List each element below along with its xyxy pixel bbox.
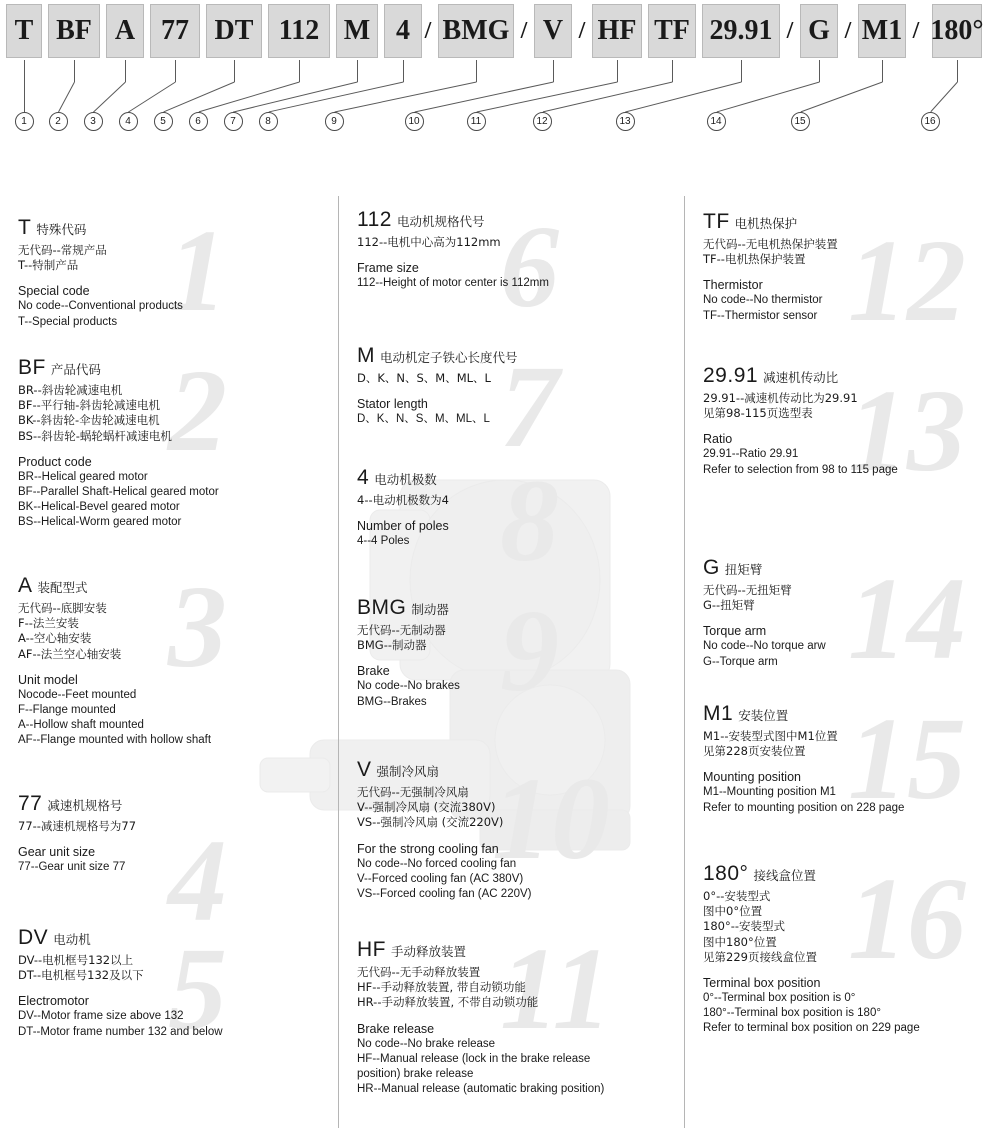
- legend-column-1: [18, 196, 330, 1128]
- code-index-marker-4: 4: [119, 112, 138, 131]
- leader-line: [553, 60, 554, 82]
- legend-entry-title-cn: 产品代码: [50, 362, 101, 377]
- legend-entry-line-en: Refer to selection from 98 to 115 page: [703, 463, 898, 476]
- watermark-number: 1: [168, 205, 227, 336]
- legend-entry-line-en: BF--Parallel Shaft-Helical geared motor: [18, 485, 219, 498]
- legend-entry-line-cn: BS--斜齿轮-蜗轮蜗杆减速电机: [18, 428, 172, 443]
- legend-entry-line-en: Refer to mounting position on 228 page: [703, 801, 905, 814]
- legend-entry-line-en: 112--Height of motor center is 112mm: [357, 277, 549, 290]
- code-cell-16[interactable]: 180°: [932, 4, 982, 58]
- leader-line: [819, 60, 820, 82]
- legend-entry-line-cn: BK--斜齿轮-伞齿轮减速电机: [18, 413, 160, 428]
- leader-line: [403, 60, 404, 82]
- legend-entry-line-en: V--Forced cooling fan (AC 380V): [357, 872, 524, 885]
- legend-entry-en-block: [357, 261, 549, 291]
- leader-line: [476, 60, 477, 82]
- legend-entry-title-en: Thermistor: [703, 278, 763, 293]
- legend-entry-line-cn: 无代码--无手动释放装置: [357, 965, 481, 979]
- legend-entry-line-cn: 0°--安装型式: [703, 889, 771, 903]
- leader-line: [957, 60, 958, 82]
- code-cell-11[interactable]: HF: [592, 4, 642, 58]
- legend-entry-line-en: G--Torque arm: [703, 655, 778, 668]
- legend-entry-line-en: DV--Motor frame size above 132: [18, 1010, 184, 1023]
- watermark-number: 5: [168, 923, 227, 1054]
- legend-entry-code: M: [357, 344, 375, 367]
- code-cell-12[interactable]: TF: [648, 4, 696, 58]
- legend-entry-title-cn: 减速机规格号: [47, 798, 123, 813]
- leader-line: [163, 82, 234, 113]
- legend-entry-line-cn: D、K、N、S、M、ML、L: [357, 371, 491, 385]
- legend-entry-line-en: 29.91--Ratio 29.91: [703, 448, 799, 461]
- legend-entry-line-cn: 无代码--无制动器: [357, 623, 446, 637]
- legend-entry-line-cn: 无代码--常规产品: [18, 243, 107, 257]
- legend-entry-title-en: Brake release: [357, 1021, 435, 1036]
- legend-entry-3: [18, 574, 211, 748]
- legend-entry-9: [357, 596, 460, 710]
- legend-entry-header: [357, 466, 449, 490]
- legend-entry-line-cn: 无代码--底脚安装: [18, 601, 107, 615]
- leader-line: [299, 60, 300, 82]
- leader-line: [334, 82, 476, 113]
- legend-entry-header: [357, 596, 460, 620]
- code-separator: /: [578, 17, 586, 44]
- legend-entry-line-en: F--Flange mounted: [18, 703, 116, 716]
- legend-entry-line-en: No code--No thermistor: [703, 294, 823, 307]
- legend-entry-header: [18, 926, 223, 950]
- leader-line: [625, 82, 741, 113]
- watermark-number: 8: [500, 455, 559, 586]
- legend-entry-code: HF: [357, 938, 386, 961]
- legend-entry-en-block: [703, 624, 826, 669]
- legend-entry-title-cn: 接线盒位置: [753, 868, 816, 883]
- leader-line: [800, 82, 882, 113]
- legend-entry-line-en: TF--Thermistor sensor: [703, 309, 818, 322]
- code-cell-3[interactable]: A: [106, 4, 144, 58]
- legend-entry-header: [703, 556, 826, 580]
- legend-entry-en-block: [703, 770, 904, 815]
- legend-entry-line-en: 4--4 Poles: [357, 535, 410, 548]
- legend-entry-header: [357, 938, 604, 962]
- legend-entry-title-en: Unit model: [18, 672, 78, 687]
- watermark-number: 11: [500, 923, 612, 1054]
- legend-entry-title-en: Torque arm: [703, 624, 767, 639]
- legend-entry-title-cn: 强制冷风扇: [376, 764, 440, 779]
- leader-line: [128, 82, 176, 113]
- watermark-number: 14: [848, 553, 966, 684]
- legend-entry-header: [357, 208, 549, 232]
- legend-entry-line-en: BMG--Brakes: [357, 695, 427, 708]
- leader-line: [357, 60, 358, 82]
- code-index-marker-13: 13: [616, 112, 635, 131]
- legend-entry-line-en: No code--Conventional products: [18, 300, 183, 313]
- code-cell-2[interactable]: BF: [48, 4, 100, 58]
- code-index-marker-1: 1: [15, 112, 34, 131]
- legend-entry-11: [357, 938, 604, 1097]
- legend-entry-line-cn: 77--减速机规格号为77: [18, 819, 137, 833]
- legend-entry-en-block: [357, 1022, 604, 1098]
- watermark-number: 12: [848, 215, 966, 346]
- leader-line: [882, 60, 883, 82]
- legend-entry-header: [357, 758, 532, 782]
- leader-line: [476, 82, 617, 113]
- legend-entry-title-en: For the strong cooling fan: [357, 841, 499, 856]
- legend-entry-title-en: Brake: [357, 664, 390, 679]
- legend-column-2: [338, 196, 668, 1128]
- leader-line: [24, 60, 25, 82]
- legend-entry-en-block: [357, 842, 532, 903]
- legend-entry-line-en: No code--No forced cooling fan: [357, 857, 517, 870]
- code-index-marker-10: 10: [405, 112, 424, 131]
- legend-entry-line-cn: TF--电机热保护装置: [703, 252, 806, 267]
- legend-entry-line-cn: 见第229页接线盒位置: [703, 949, 817, 964]
- legend-entry-6: [357, 208, 549, 291]
- legend-entry-title-en: Special code: [18, 284, 90, 299]
- legend-entry-line-en: 77--Gear unit size 77: [18, 861, 126, 874]
- code-index-marker-12: 12: [533, 112, 552, 131]
- legend-entry-title-en: Mounting position: [703, 770, 801, 785]
- legend-entry-title-en: Terminal box position: [703, 975, 821, 990]
- legend-entry-title-en: Product code: [18, 454, 92, 469]
- legend-entry-line-cn: 见第98-115页选型表: [703, 406, 813, 421]
- legend-entry-code: BMG: [357, 596, 407, 619]
- legend-entry-line-cn: 112--电机中心高为112mm: [357, 235, 501, 249]
- legend-entry-en-block: [703, 278, 838, 323]
- code-separator: /: [786, 17, 794, 44]
- legend-entry-code: TF: [703, 210, 730, 233]
- legend-entry-line-cn: AF--法兰空心轴安装: [18, 646, 122, 661]
- leader-line: [414, 82, 553, 113]
- watermark-number: 3: [168, 561, 227, 692]
- legend-entry-line-cn: V--强制冷风扇 (交流380V): [357, 800, 496, 815]
- code-separator: /: [912, 17, 920, 44]
- legend-entry-title-cn: 安装位置: [738, 708, 789, 723]
- legend-entry-line-en: BK--Helical-Bevel geared motor: [18, 501, 180, 514]
- legend-entry-title-cn: 电动机定子铁心长度代号: [380, 350, 518, 365]
- legend-entry-2: [18, 356, 219, 530]
- legend-entry-en-block: [703, 976, 920, 1037]
- leader-line: [125, 60, 126, 82]
- watermark-number: 4: [168, 815, 227, 946]
- code-cell-13[interactable]: 29.91: [702, 4, 780, 58]
- legend-entry-line-cn: 无代码--无强制冷风扇: [357, 785, 469, 799]
- legend-entry-line-en: DT--Motor frame number 132 and below: [18, 1025, 223, 1038]
- legend-entry-title-cn: 减速机传动比: [763, 370, 839, 385]
- legend-entry-5: [18, 926, 223, 1040]
- legend-entry-line-cn: BR--斜齿轮减速电机: [18, 383, 123, 397]
- legend-entry-line-cn: 无代码--无扭矩臂: [703, 583, 792, 597]
- legend-entry-16: [703, 862, 920, 1036]
- legend-entry-header: [357, 344, 518, 368]
- legend-entry-line-en: AF--Flange mounted with hollow shaft: [18, 734, 212, 747]
- legend-entry-line-cn: HR--手动释放装置, 不带自动锁功能: [357, 995, 539, 1010]
- code-cell-15[interactable]: M1: [858, 4, 906, 58]
- legend-entry-line-en: 0°--Terminal box position is 0°: [703, 991, 856, 1004]
- legend-entry-line-cn: 180°--安装型式: [703, 919, 785, 934]
- code-separator: /: [520, 17, 528, 44]
- legend-entry-line-cn: 图中180°位置: [703, 934, 777, 949]
- legend-entry-line-en: T--Special products: [18, 315, 118, 328]
- legend-entry-code: V: [357, 758, 372, 781]
- legend-entry-header: [18, 792, 136, 816]
- legend-entry-title-cn: 装配型式: [37, 580, 88, 595]
- legend-entry-line-cn: BMG--制动器: [357, 638, 427, 653]
- legend-entry-en-block: [703, 432, 898, 477]
- model-code-bar: [0, 0, 986, 62]
- code-index-marker-16: 16: [921, 112, 940, 131]
- legend-entry-line-en: No code--No torque arw: [703, 640, 826, 653]
- legend-entry-code: 4: [357, 466, 370, 489]
- legend-entry-en-block: [18, 284, 183, 329]
- leader-line: [233, 82, 357, 113]
- legend-entry-line-cn: 29.91--减速机传动比为29.91: [703, 391, 858, 405]
- legend-entry-title-en: Stator length: [357, 397, 428, 412]
- legend-entry-7: [357, 344, 518, 427]
- legend-entry-line-en: HF--Manual release (lock in the brake release: [357, 1052, 591, 1065]
- legend-entry-en-block: [18, 845, 136, 875]
- legend-entry-title-en: Electromotor: [18, 994, 89, 1009]
- legend-entry-line-en: D、K、N、S、M、ML、L: [357, 413, 490, 426]
- legend-entry-en-block: [357, 664, 460, 709]
- legend-entry-title-en: Number of poles: [357, 519, 449, 534]
- code-separator: /: [844, 17, 852, 44]
- legend-entry-line-cn: HF--手动释放装置, 带自动锁功能: [357, 980, 526, 995]
- legend-columns: [0, 196, 986, 1128]
- legend-entry-title-cn: 手动释放装置: [391, 944, 467, 959]
- legend-entry-header: [18, 216, 183, 240]
- legend-entry-code: M1: [703, 702, 734, 725]
- code-index-marker-6: 6: [189, 112, 208, 131]
- legend-entry-line-cn: BF--平行轴-斜齿轮减速电机: [18, 398, 160, 413]
- code-separator: /: [424, 17, 432, 44]
- watermark-number: 6: [500, 201, 559, 332]
- legend-entry-title-cn: 特殊代码: [36, 222, 87, 237]
- legend-entry-line-cn: 无代码--无电机热保护装置: [703, 237, 838, 251]
- code-cell-4[interactable]: 77: [150, 4, 200, 58]
- legend-entry-1: [18, 216, 183, 330]
- code-index-marker-2: 2: [49, 112, 68, 131]
- watermark-number: 16: [848, 853, 966, 984]
- leader-line: [617, 60, 618, 82]
- legend-entry-4: [18, 792, 136, 875]
- legend-entry-code: T: [18, 216, 32, 239]
- legend-entry-title-cn: 电机热保护: [734, 216, 798, 231]
- code-cell-6[interactable]: 112: [268, 4, 330, 58]
- watermark-number: 10: [492, 753, 610, 884]
- code-index-marker-7: 7: [224, 112, 243, 131]
- code-index-marker-14: 14: [707, 112, 726, 131]
- code-cell-10[interactable]: V: [534, 4, 572, 58]
- code-index-marker-9: 9: [325, 112, 344, 131]
- code-index-marker-3: 3: [84, 112, 103, 131]
- legend-entry-title-cn: 电动机: [53, 932, 91, 947]
- legend-entry-en-block: [18, 673, 211, 749]
- legend-entry-line-cn: DV--电机框号132以上: [18, 953, 134, 967]
- legend-entry-title-en: Gear unit size: [18, 845, 96, 860]
- leader-line: [93, 82, 126, 113]
- legend-entry-title-en: Frame size: [357, 261, 419, 276]
- legend-entry-line-en: A--Hollow shaft mounted: [18, 719, 144, 732]
- legend-column-3: [684, 196, 986, 1128]
- watermark-number: 15: [848, 693, 966, 824]
- legend-entry-title-cn: 电动机规格代号: [396, 214, 485, 229]
- watermark-number: 13: [848, 365, 966, 496]
- legend-entry-line-en: BR--Helical geared motor: [18, 470, 148, 483]
- leader-line: [542, 82, 672, 113]
- legend-entry-code: 180°: [703, 862, 749, 885]
- code-index-marker-11: 11: [467, 112, 486, 131]
- legend-entry-title-cn: 扭矩臂: [724, 562, 763, 577]
- legend-entry-line-en: Refer to terminal box position on 229 page: [703, 1022, 920, 1035]
- code-cell-14[interactable]: G: [800, 4, 838, 58]
- legend-entry-header: [703, 862, 920, 886]
- leader-line: [930, 82, 958, 113]
- code-index-marker-8: 8: [259, 112, 278, 131]
- legend-entry-en-block: [18, 994, 223, 1039]
- legend-entry-line-cn: VS--强制冷风扇 (交流220V): [357, 815, 504, 830]
- leader-line: [175, 60, 176, 82]
- legend-entry-13: [703, 364, 898, 478]
- code-cell-7[interactable]: M: [336, 4, 378, 58]
- legend-entry-code: 29.91: [703, 364, 759, 387]
- legend-entry-line-cn: T--特制产品: [18, 258, 79, 273]
- legend-entry-code: 77: [18, 792, 43, 815]
- legend-entry-line-en: position) brake release: [357, 1067, 474, 1080]
- leader-line: [672, 60, 673, 82]
- legend-entry-en-block: [18, 455, 219, 531]
- legend-entry-line-cn: M1--安装型式图中M1位置: [703, 729, 838, 743]
- legend-entry-line-cn: F--法兰安装: [18, 616, 79, 631]
- code-index-marker-5: 5: [154, 112, 173, 131]
- legend-entry-en-block: [357, 397, 518, 427]
- legend-entry-header: [18, 574, 211, 598]
- leader-line: [58, 82, 75, 112]
- leader-line: [716, 82, 819, 113]
- code-index-marker-15: 15: [791, 112, 810, 131]
- legend-entry-15: [703, 702, 904, 816]
- leader-line: [74, 60, 75, 82]
- legend-entry-code: BF: [18, 356, 46, 379]
- legend-entry-line-en: Nocode--Feet mounted: [18, 688, 137, 701]
- code-cell-1[interactable]: T: [6, 4, 42, 58]
- legend-entry-en-block: [357, 519, 449, 549]
- watermark-number: 2: [168, 345, 227, 476]
- legend-entry-line-cn: 见第228页安装位置: [703, 744, 806, 759]
- watermark-number: 7: [500, 341, 559, 472]
- legend-entry-line-en: VS--Forced cooling fan (AC 220V): [357, 887, 532, 900]
- legend-entry-line-en: No code--No brake release: [357, 1037, 496, 1050]
- legend-entry-code: 112: [357, 208, 392, 231]
- leader-line: [234, 60, 235, 82]
- legend-entry-code: DV: [18, 926, 49, 949]
- legend-entry-title-cn: 制动器: [411, 602, 449, 617]
- legend-entry-12: [703, 210, 838, 324]
- legend-entry-line-cn: 4--电动机极数为4: [357, 493, 449, 507]
- leader-line: [741, 60, 742, 82]
- legend-entry-line-cn: 图中0°位置: [703, 904, 763, 919]
- code-cell-8[interactable]: 4: [384, 4, 422, 58]
- legend-entry-line-cn: G--扭矩臂: [703, 598, 755, 613]
- legend-entry-line-cn: A--空心轴安装: [18, 631, 92, 646]
- legend-entry-8: [357, 466, 449, 549]
- watermark-number: 9: [500, 585, 559, 716]
- legend-entry-code: G: [703, 556, 720, 579]
- legend-entry-header: [703, 702, 904, 726]
- code-cell-5[interactable]: DT: [206, 4, 262, 58]
- legend-entry-14: [703, 556, 826, 670]
- legend-entry-line-en: BS--Helical-Worm geared motor: [18, 516, 182, 529]
- legend-entry-header: [18, 356, 219, 380]
- legend-entry-line-cn: DT--电机框号132及以下: [18, 968, 144, 983]
- legend-entry-line-en: No code--No brakes: [357, 680, 460, 693]
- legend-entry-title-cn: 电动机极数: [374, 472, 437, 487]
- legend-entry-code: A: [18, 574, 33, 597]
- legend-entry-line-en: M1--Mounting position M1: [703, 786, 836, 799]
- legend-entry-header: [703, 364, 898, 388]
- legend-entry-line-en: 180°--Terminal box position is 180°: [703, 1007, 881, 1020]
- legend-entry-10: [357, 758, 532, 902]
- legend-entry-line-en: HR--Manual release (automatic braking position): [357, 1083, 605, 1096]
- leader-line: [24, 82, 25, 112]
- code-cell-9[interactable]: BMG: [438, 4, 514, 58]
- legend-entry-title-en: Ratio: [703, 432, 733, 447]
- legend-entry-header: [703, 210, 838, 234]
